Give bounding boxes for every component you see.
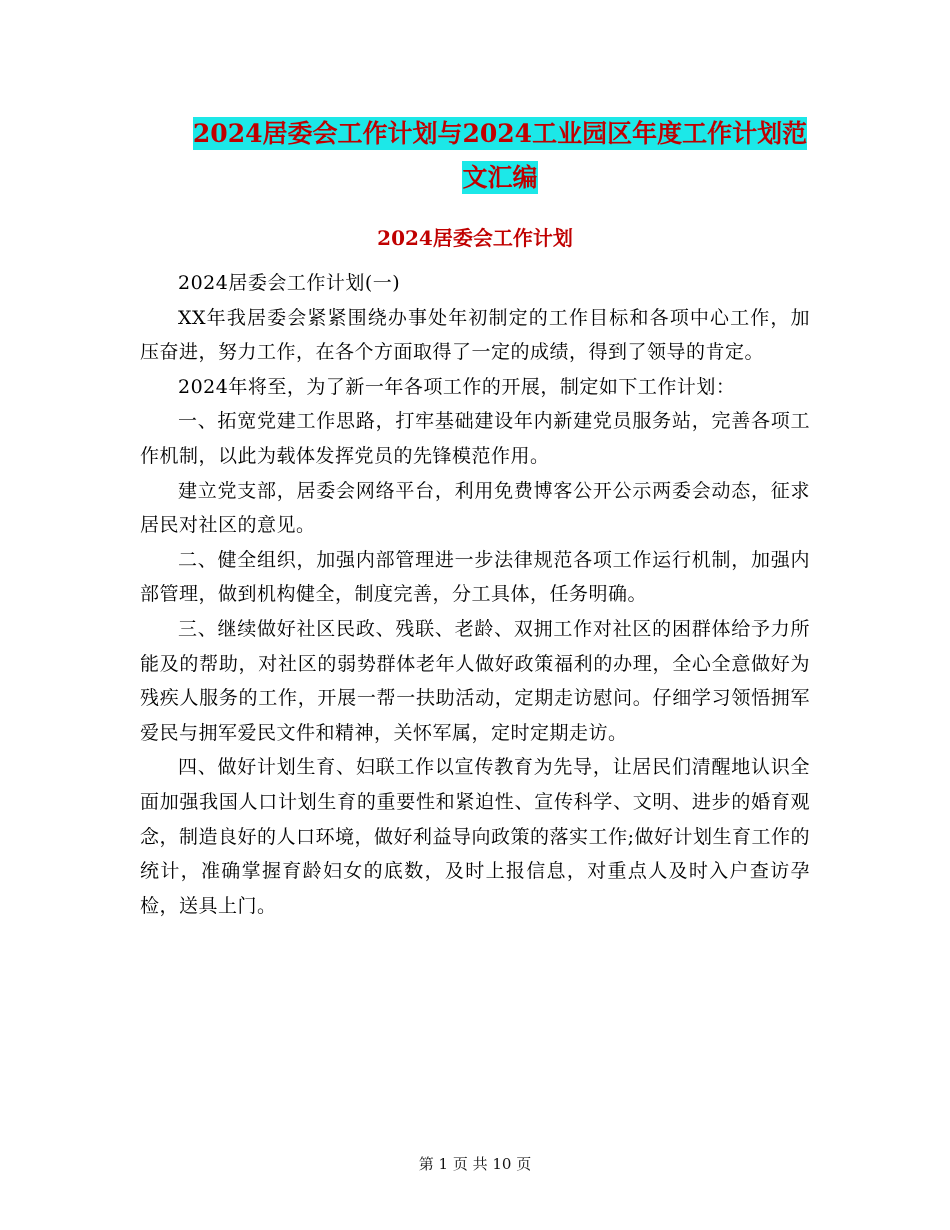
document-body — [140, 266, 810, 923]
page-footer: 第 1 页 共 10 页 — [418, 1155, 532, 1173]
paragraph: 二、健全组织，加强内部管理进一步法律规范各项工作运行机制，加强内部管理，做到机构健全，制度完善，分工具体，任务明确。 — [140, 548, 810, 606]
paragraph: 三、继续做好社区民政、残联、老龄、双拥工作对社区的困群体给予力所能及的帮助，对社区的弱势群体老年人做好政策福利的办理，全心全意做好为残疾人服务的工作，开展一帮一扶助活动，定期走访慰问。仔细学习领悟拥军爱民与拥军爱民文件和精神，关怀军属，定时定期走访。 — [140, 617, 810, 744]
document-title-line1: 2024居委会工作计划与2024工业园区年度工作计划范 — [192, 119, 808, 148]
paragraph: 四、做好计划生育、妇联工作以宣传教育为先导，让居民们清醒地认识全面加强我国人口计划生育的重要性和紧迫性、宣传科学、文明、进步的婚育观念，制造良好的人口环境，做好利益导向政策的落实工作;做好计划生育工作的统计，准确掌握育龄妇女的底数，及时上报信息，对重点人及时入户查访孕检，送具上门。 — [140, 756, 810, 917]
paragraph: XX年我居委会紧紧围绕办事处年初制定的工作目标和各项中心工作，加压奋进，努力工作，在各个方面取得了一定的成绩，得到了领导的肯定。 — [140, 306, 810, 364]
section-title: 2024居委会工作计划 — [377, 226, 573, 250]
paragraph: 2024年将至，为了新一年各项工作的开展，制定如下工作计划： — [178, 375, 736, 398]
paragraph: 建立党支部，居委会网络平台，利用免费博客公开公示两委会动态，征求居民对社区的意见。 — [140, 479, 810, 537]
document-title-line2: 文汇编 — [462, 163, 538, 192]
paragraph: 2024居委会工作计划(一) — [178, 272, 401, 294]
document-title — [140, 112, 860, 200]
paragraph: 一、拓宽党建工作思路，打牢基础建设年内新建党员服务站，完善各项工作机制，以此为载体发挥党员的先锋模范作用。 — [140, 410, 810, 467]
